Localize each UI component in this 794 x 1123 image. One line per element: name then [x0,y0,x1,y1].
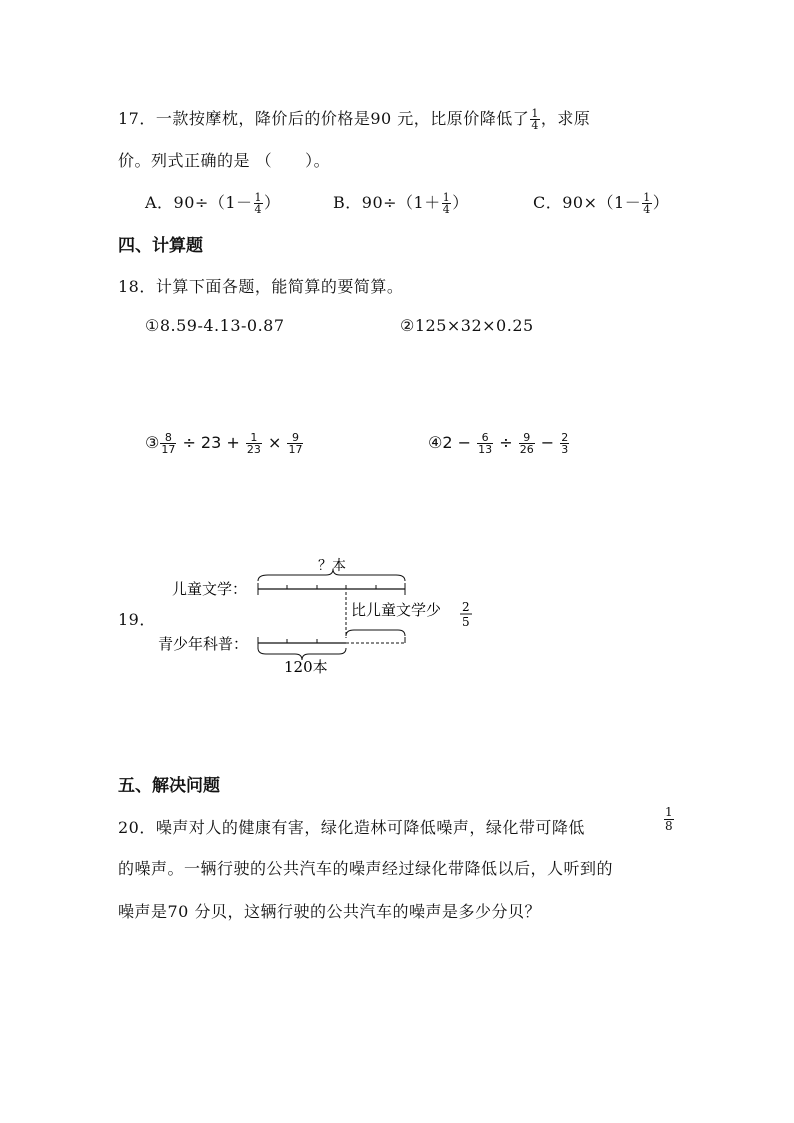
question-label: ？本 [318,558,346,574]
q20-line1: 20．噪声对人的健康有害，绿化造林可降低噪声，绿化带可降低 [118,818,585,837]
q17-line2: 价。列式正确的是 （ ）。 [118,151,331,170]
q20-line3: 噪声是70 分贝，这辆行驶的公共汽车的噪声是多少分贝？ [118,902,541,921]
q18-item3: ③ $\frac{8}{17}$ ÷ 23 + $\frac{1}{23}$ × $\frac{9}{17}$ [145,431,303,456]
section4-title: 四、计算题 [118,236,203,256]
q20-fraction: $\frac{1}{8}$ [665,805,673,833]
label-children-literature: 儿童文学： [172,580,248,598]
section5-title: 五、解决问题 [118,776,220,796]
q19-number: 19． [118,610,156,629]
q20-line2: 的噪声。一辆行驶的公共汽车的噪声经过绿化带降低以后，人听到的 [118,859,614,878]
q17-fraction: $\frac{1}{4}$ [531,107,539,132]
q17-option-a: A．90÷（1－ $\frac{1}{4}$ ） [145,191,281,216]
q17-line1: 17．一款按摩枕，降价后的价格是90 元，比原价降低了 $\frac{1}{4}$ ，求原 [118,107,591,132]
q18-item2: ②125×32×0.25 [400,316,534,335]
note-text: 比儿童文学少 [351,601,442,619]
note-frac-den: 5 [462,615,470,629]
reduction-brace [346,630,405,636]
known-value: 120本 [284,658,328,676]
q18-prompt: 18．计算下面各题，能简算的要简算。 [118,277,404,296]
q18-item4: ④2 − $\frac{6}{13}$ ÷ $\frac{9}{26}$ − $\frac{2}{3}$ [428,431,569,456]
label-youth-science: 青少年科普： [158,635,249,653]
q19-line-diagram [150,548,490,678]
q18-item1: ①8.59-4.13-0.87 [145,316,285,335]
note-frac-num: 2 [462,600,470,614]
q17-option-c: C．90×（1－ $\frac{1}{4}$ ） [533,191,670,216]
q17-option-b: B．90÷（1＋ $\frac{1}{4}$ ） [333,191,469,216]
